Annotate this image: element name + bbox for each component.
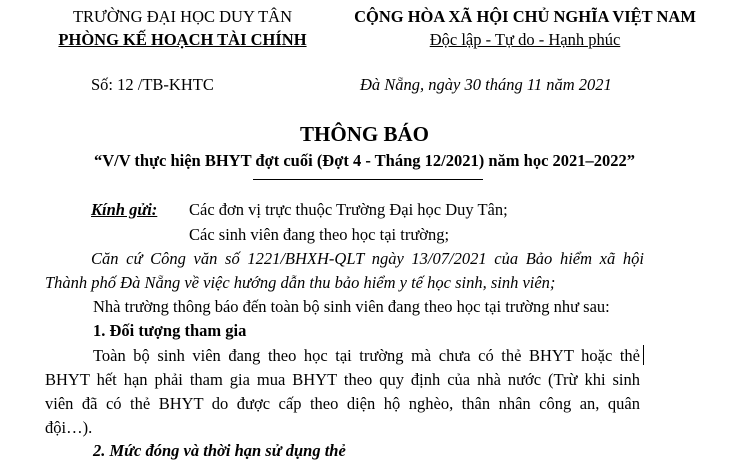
national-title: CỘNG HÒA XÃ HỘI CHỦ NGHĨA VIỆT NAM	[354, 7, 696, 26]
recipient-item: Các sinh viên đang theo học tại trường;	[189, 225, 450, 244]
body-line: BHYT hết hạn phải tham gia mua BHYT theo quy định của nhà nước (Trừ khi sinh	[45, 370, 640, 389]
national-motto: Độc lập - Tự do - Hạnh phúc	[429, 30, 621, 49]
section-heading: 2. Mức đóng và thời hạn sử dụng thẻ	[93, 441, 346, 460]
recipients-label: Kính gửi:	[91, 200, 158, 219]
section-heading: 1. Đối tượng tham gia	[93, 321, 247, 340]
body-line: viên đã có thẻ BHYT do được cấp theo diện hộ nghèo, thân nhân công an, quân	[45, 394, 640, 413]
text-cursor	[643, 345, 644, 365]
intro-paragraph: Nhà trường thông báo đến toàn bộ sinh viên đang theo học tại trường như sau:	[93, 297, 610, 316]
body-line: đội…).	[45, 418, 93, 437]
title-divider	[253, 179, 483, 180]
basis-line: Thành phố Đà Nẵng về việc hướng dẫn thu bảo hiểm y tế học sinh, sinh viên;	[45, 273, 556, 292]
recipient-item: Các đơn vị trực thuộc Trường Đại học Duy Tân;	[189, 200, 508, 219]
document-title: THÔNG BÁO	[300, 122, 429, 146]
basis-line: Căn cứ Công văn số 1221/BHXH-QLT ngày 13/07/2021 của Bảo hiểm xã hội	[91, 249, 644, 268]
body-line: Toàn bộ sinh viên đang theo học tại trường mà chưa có thẻ BHYT hoặc thẻ	[93, 346, 640, 365]
university-name: TRƯỜNG ĐẠI HỌC DUY TÂN	[72, 7, 293, 26]
document-number: Số: 12 /TB-KHTC	[91, 75, 214, 94]
department-name: PHÒNG KẾ HOẠCH TÀI CHÍNH	[58, 30, 307, 49]
document-subtitle: “V/V thực hiện BHYT đợt cuối (Đợt 4 - Tháng 12/2021) năm học 2021–2022”	[93, 151, 636, 170]
place-date: Đà Nẵng, ngày 30 tháng 11 năm 2021	[360, 75, 612, 94]
